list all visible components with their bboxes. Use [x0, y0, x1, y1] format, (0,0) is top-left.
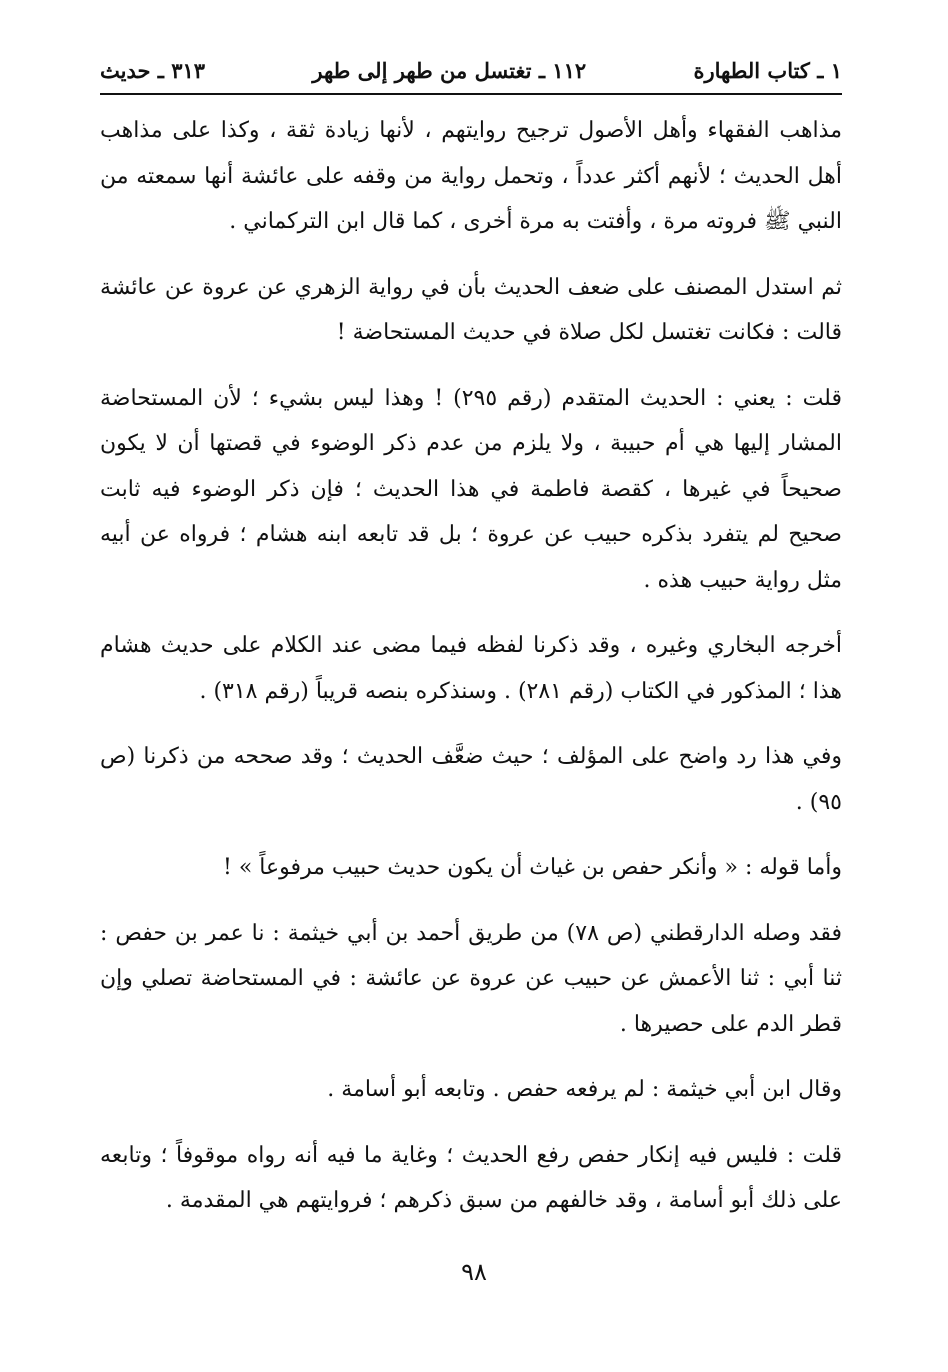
header-divider [100, 93, 842, 95]
page-number: ٩٨ [461, 1258, 487, 1286]
running-header [100, 50, 842, 90]
header-hadith-number: ٣١٣ ـ حديث [100, 57, 206, 83]
header-section: ١١٢ ـ تغتسل من طهر إلى طهر [312, 57, 587, 83]
header-chapter: ١ ـ كتاب الطهارة [693, 57, 842, 83]
paragraph: أخرجه البخاري وغيره ، وقد ذكرنا لفظه فيما مضى عند الكلام على حديث هشام هذا ؛ المذكور في الكتاب (رقم ٢٨١) . وسنذكره بنصه قريباً (رقم ٣١٨) . [100, 633, 842, 704]
paragraph: وفي هذا رد واضح على المؤلف ؛ حيث ضعَّف الحديث ؛ وقد صححه من ذكرنا (ص ٩٥) . [100, 744, 842, 815]
paragraph: ثم استدل المصنف على ضعف الحديث بأن في رواية الزهري عن عروة عن عائشة قالت : فكانت تغتسل لكل صلاة في حديث المستحاضة ! [100, 274, 842, 345]
paragraph: قلت : يعني : الحديث المتقدم (رقم ٢٩٥) ! وهذا ليس بشيء ؛ لأن المستحاضة المشار إليها هي أم حبيبة ، ولا يلزم من عدم ذكر الوضوء في قصتها أن لا يكون صحيحاً في غيرها ، كقصة فاطمة في هذا الحديث ؛ فإن ذكر الوضوء فيه ثابت صحيح لم يتفرد بذكره حبيب عن عروة ؛ بل قد تابعه ابنه هشام ؛ فرواه عن أبيه مثل رواية حبيب هذه . [100, 385, 842, 593]
paragraph: وأما قوله : « وأنكر حفص بن غياث أن يكون حديث حبيب مرفوعاً » ! [223, 855, 842, 880]
paragraph: فقد وصله الدارقطني (ص ٧٨) من طريق أحمد بن أبي خيثمة : نا عمر بن حفص : ثنا أبي : ثنا الأعمش عن حبيب عن عروة عن عائشة : في المستحاضة تصلي وإن قطر الدم على حصيرها . [100, 920, 842, 1037]
paragraph: مذاهب الفقهاء وأهل الأصول ترجيح روايتهم ، لأنها زيادة ثقة ، وكذا على مذاهب أهل الحديث ؛ لأنهم أكثر عدداً ، وتحمل رواية من وقفه على عائشة أنها سمعته من النبي ﷺ فروته مرة ، وأفتت به مرة أخرى ، كما قال ابن التركماني . [100, 118, 842, 234]
paragraph: قلت : فليس فيه إنكار حفص رفع الحديث ؛ وغاية ما فيه أنه رواه موقوفاً ؛ وتابعه على ذلك أبو أسامة ، وقد خالفهم من سبق ذكرهم ؛ فروايتهم هي المقدمة . [100, 1142, 842, 1213]
page-body [100, 108, 842, 1244]
paragraph: وقال ابن أبي خيثمة : لم يرفعه حفص . وتابعه أبو أسامة . [327, 1077, 842, 1102]
